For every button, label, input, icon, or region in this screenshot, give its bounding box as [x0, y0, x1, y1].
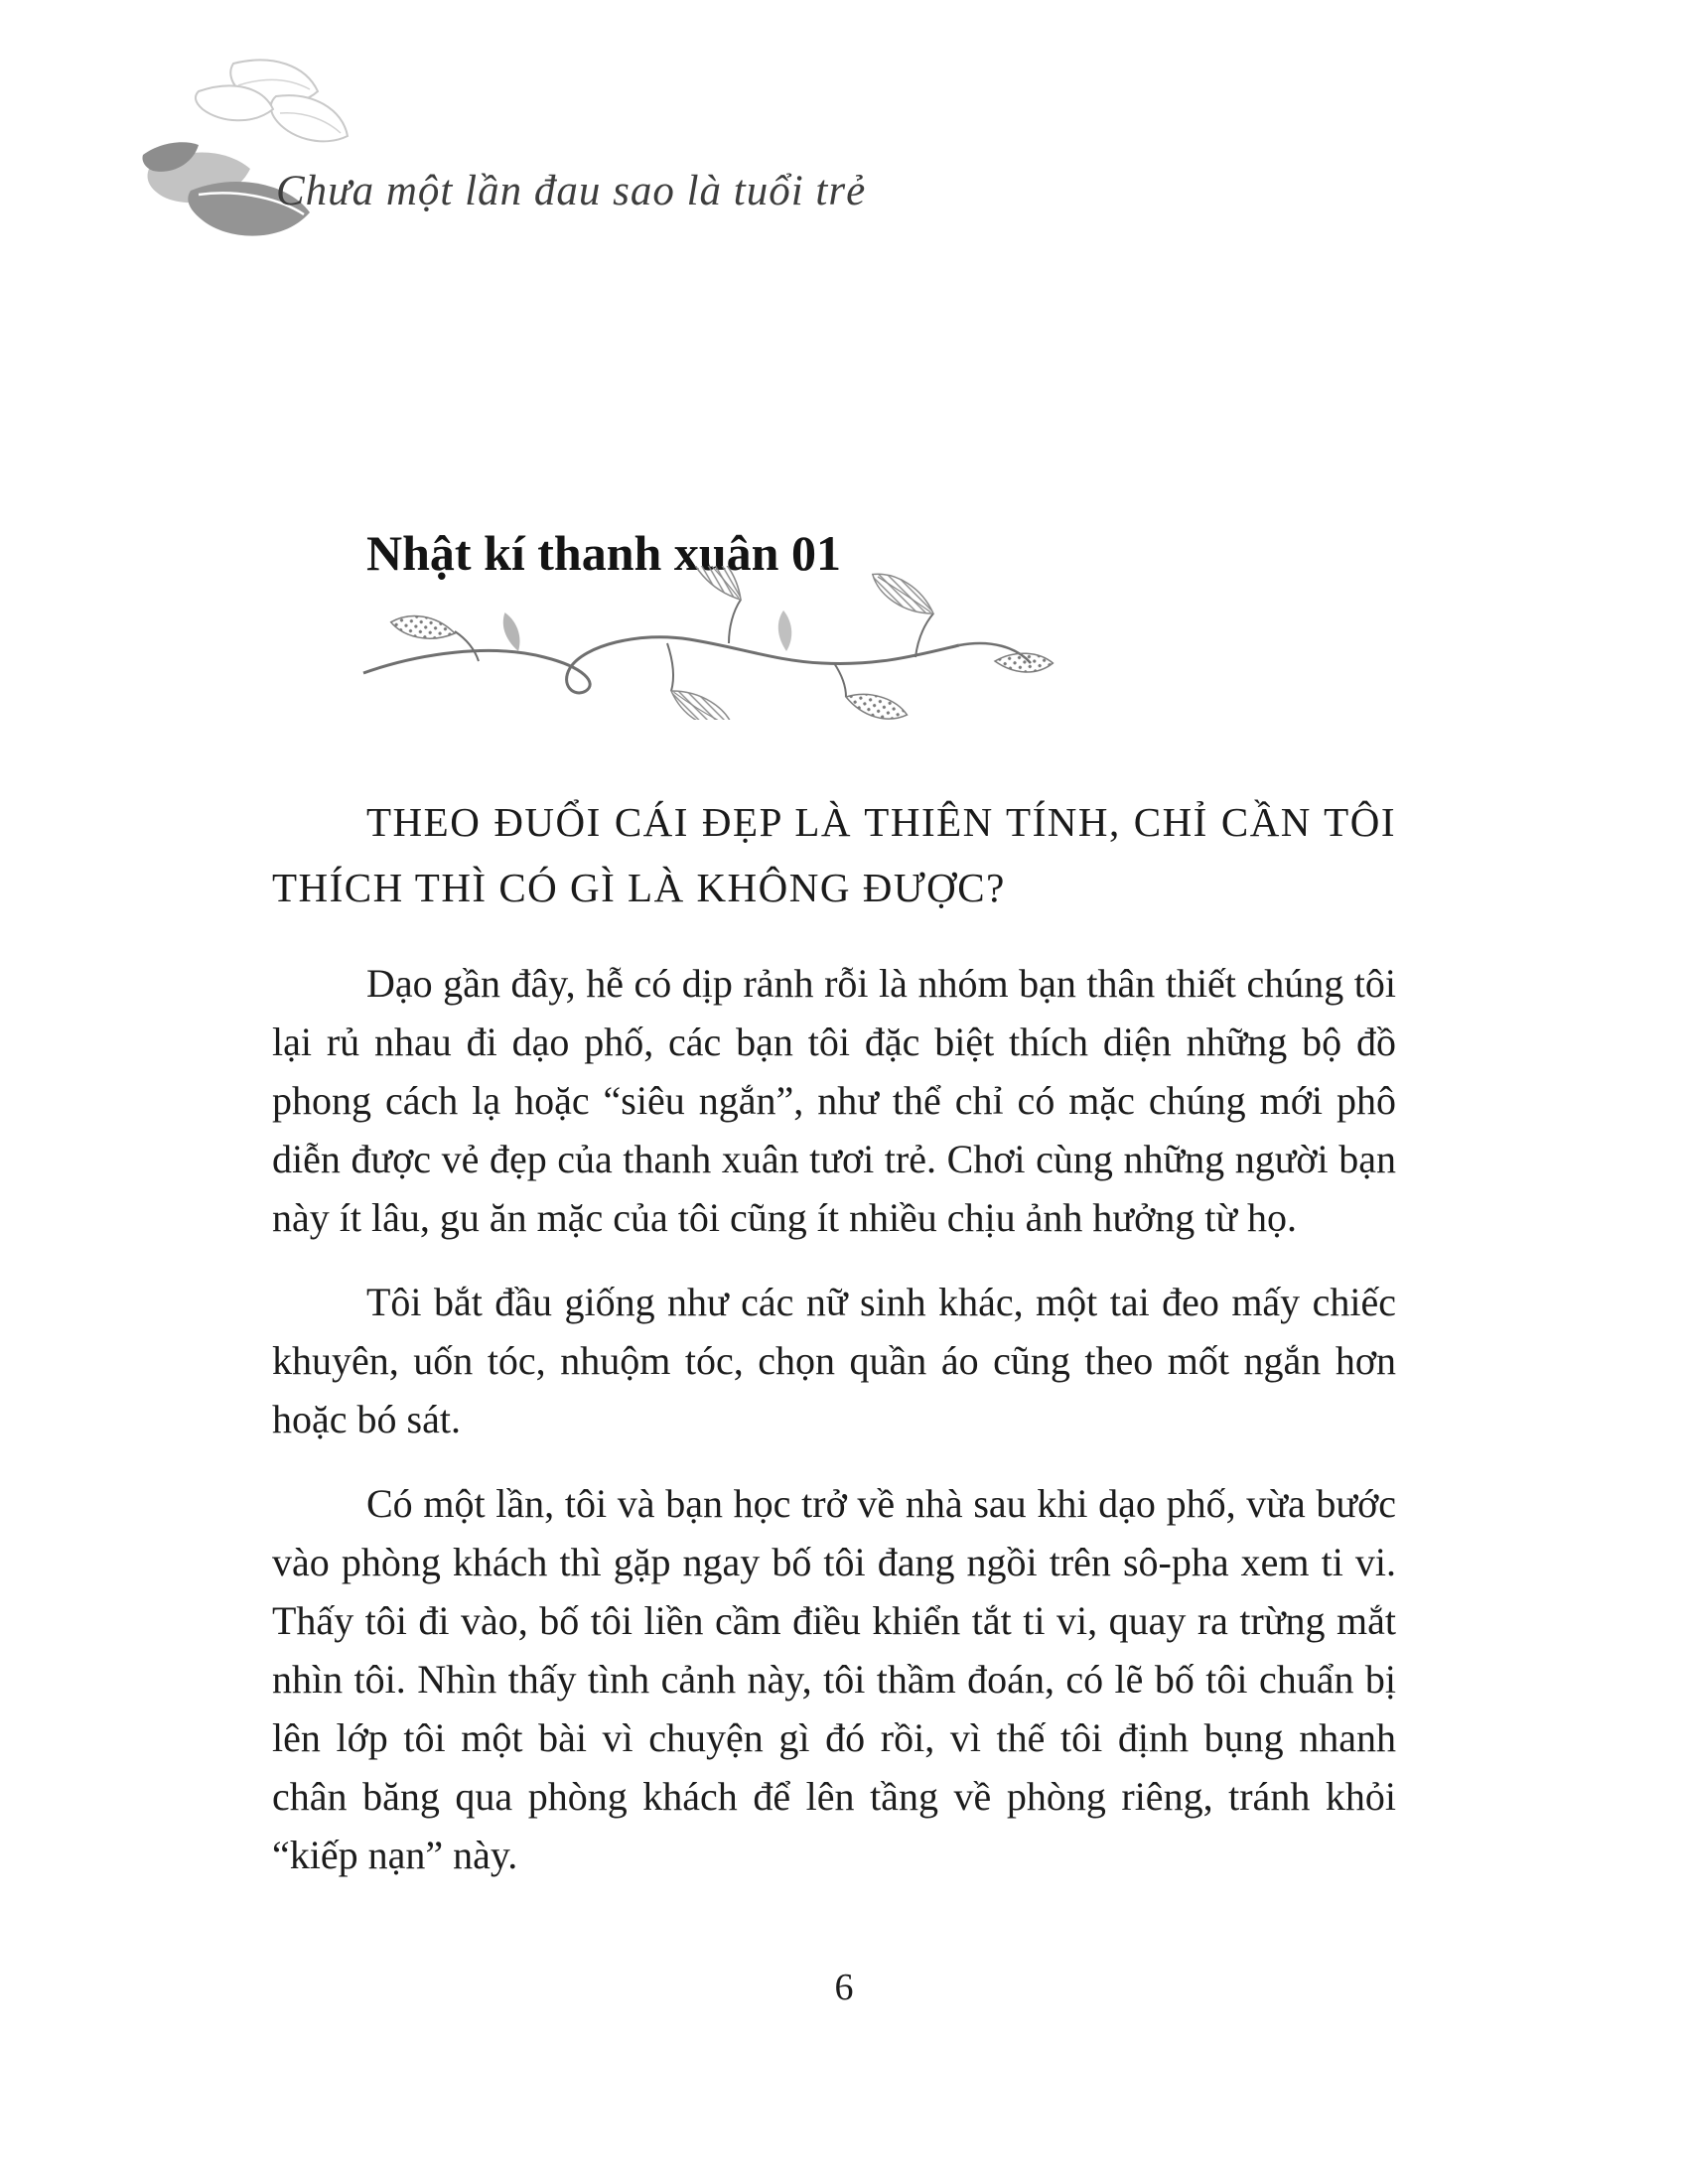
page-number: 6 [834, 1967, 854, 2008]
vine-decoration [359, 566, 1074, 720]
text-block [272, 789, 1396, 1910]
leaf-cluster-decoration [139, 52, 387, 275]
running-header: Chưa một lần đau sao là tuổi trẻ [276, 168, 867, 214]
paragraph-3: Có một lần, tôi và bạn học trở về nhà sau khi dạo phố, vừa bước vào phòng khách thì gặp ngay bố tôi đang ngồi trên sô-pha xem ti vi. Thấy tôi đi vào, bố tôi liền cầm điều khiển tắt ti vi, quay ra trừng mắt nhìn tôi. Nhìn thấy tình cảnh này, tôi thầm đoán, có lẽ bố tôi chuẩn bị lên lớp tôi một bài vì chuyện gì đó rồi, vì thế tôi định bụng nhanh chân băng qua phòng khách để lên tầng về phòng riêng, tránh khỏi “kiếp nạn” này. [272, 1481, 1396, 1877]
paragraph-2: Tôi bắt đầu giống như các nữ sinh khác, một tai đeo mấy chiếc khuyên, uốn tóc, nhuộm tóc, chọn quần áo cũng theo mốt ngắn hơn hoặc bó sát. [272, 1280, 1396, 1441]
section-heading: THEO ĐUỔI CÁI ĐẸP LÀ THIÊN TÍNH, CHỈ CẦN TÔI THÍCH THÌ CÓ GÌ LÀ KHÔNG ĐƯỢC? [272, 799, 1396, 910]
paragraph-1: Dạo gần đây, hễ có dịp rảnh rỗi là nhóm bạn thân thiết chúng tôi lại rủ nhau đi dạo phố, các bạn tôi đặc biệt thích diện những bộ đồ phong cách lạ hoặc “siêu ngắn”, như thể chỉ có mặc chúng mới phô diễn được vẻ đẹp của thanh xuân tươi trẻ. Chơi cùng những người bạn này ít lâu, gu ăn mặc của tôi cũng ít nhiều chịu ảnh hưởng từ họ. [272, 961, 1396, 1240]
chapter-title: Nhật kí thanh xuân 01 [366, 525, 841, 581]
